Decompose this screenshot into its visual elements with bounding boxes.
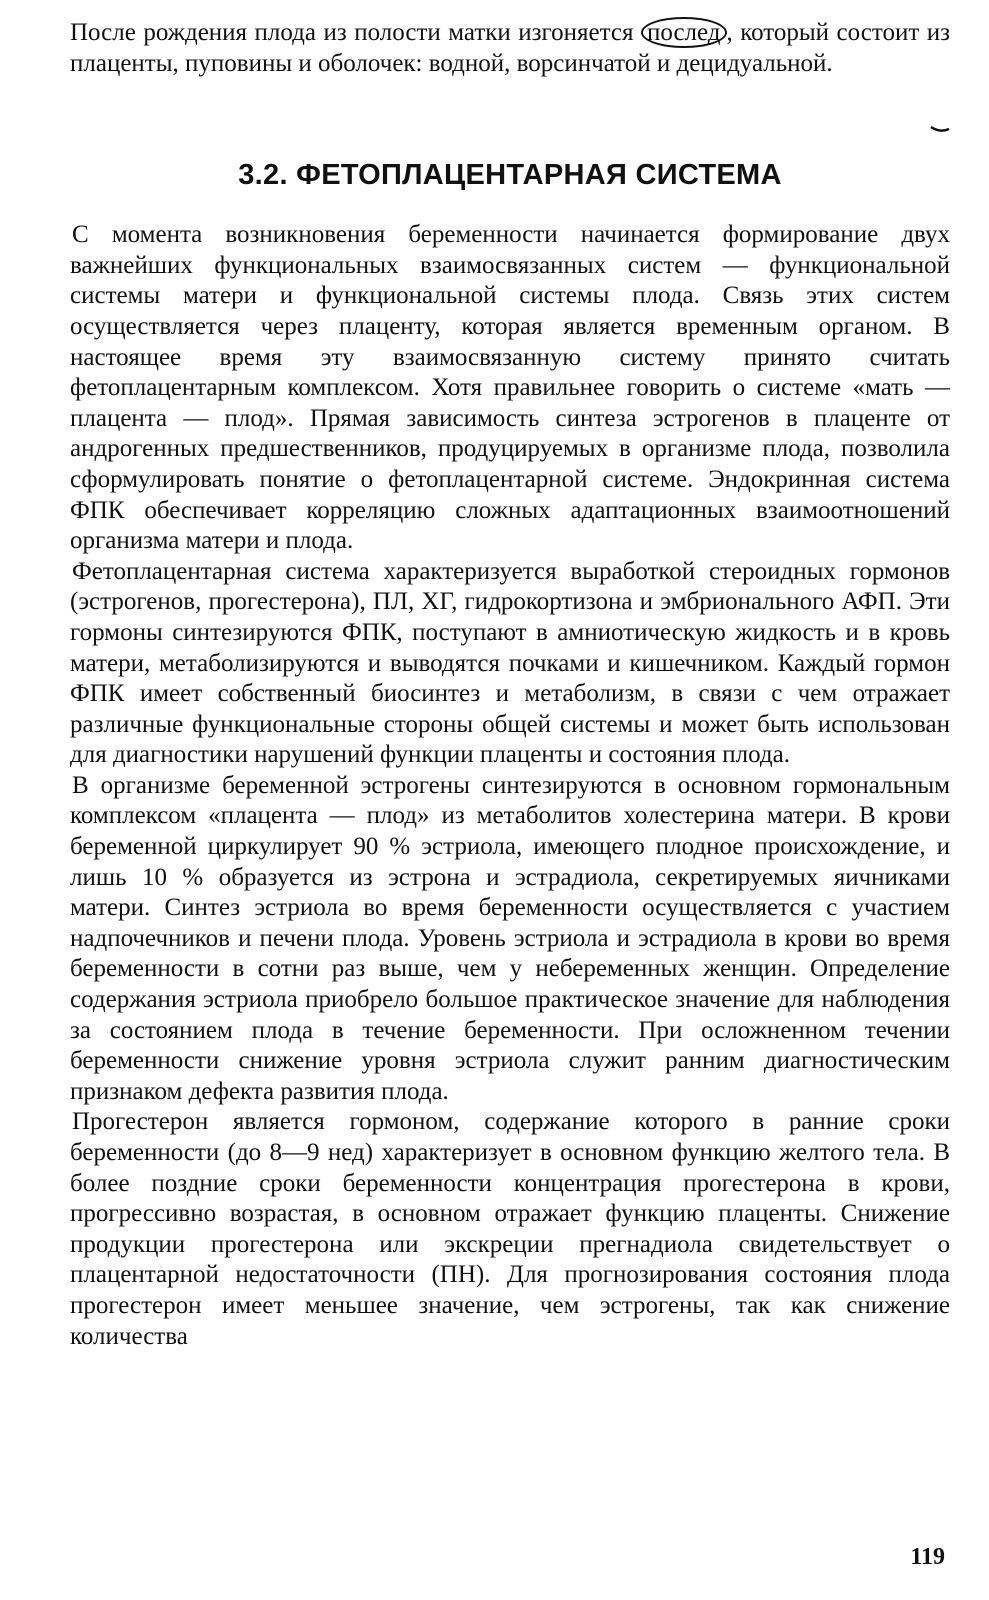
- paragraph-4: Прогестерон является гормоном, содержание которого в ранние сроки беременности (до 8—9 нед) характеризует в основном функцию желтого тела. В более поздние сроки беременности концентрация прогестерона в крови, прогрессивно возрастая, в основном отражает функцию плаценты. Снижение продукции прогестерона или экскреции прегнадиола свидетельствует о плацентарной недостаточности (ПН). Для прогнозирования состояния плода прогестерон имеет меньшее значение, чем эстрогены, так как снижение количества: [70, 1108, 950, 1350]
- page-number: 119: [910, 1544, 945, 1570]
- handwritten-mark-icon: [930, 124, 950, 134]
- paragraph-3: В организме беременной эстрогены синтезируются в основном гормональным комплексом «плацента — плод» из метаболитов холестерина матери. В крови беременной циркулирует 90 % эстриола, имеющего плодное происхождение, и лишь 10 % образуется из эстрона и эстрадиола, секретируемых яичниками матери. Синтез эстриола во время беременности осуществляется с участием надпочечников и печени плода. Уровень эстриола и эстрадиола в крови во время беременности в сотни раз выше, чем у небеременных женщин. Определение содержания эстриола приобрело большое практическое значение для наблюдения за состоянием плода в течение беременности. При осложненном течении беременности снижение уровня эстриола служит ранним диагностическим признаком дефекта развития плода.: [70, 771, 950, 1105]
- intro-after: , который состоит из плаценты, пуповины и оболочек: водной, ворсинчатой и децидуальной.: [70, 19, 950, 77]
- intro-paragraph: [70, 18, 950, 79]
- section-heading: 3.2. ФЕТОПЛАЦЕНТАРНАЯ СИСТЕМА: [238, 159, 782, 192]
- paragraph-2: Фетоплацентарная система характеризуется выработкой стероидных гормонов (эстрогенов, прогестерона), ПЛ, ХГ, гидрокортизона и эмбрионального АФП. Эти гормоны синтезируются ФПК, поступают в амниотическую жидкость и в кровь матери, метаболизируются и выводятся почками и кишечником. Каждый гормон ФПК имеет собственный биосинтез и метаболизм, в связи с чем отражает различные функциональные стороны общей системы и может быть использован для диагностики нарушений функции плаценты и состояния плода.: [70, 557, 950, 769]
- paragraph-1: С момента возникновения беременности начинается формирование двух важнейших функциональных взаимосвязанных систем — функциональной системы матери и функциональной системы плода. Связь этих систем осуществляется через плаценту, которая является временным органом. В настоящее время эту взаимосвязанную систему принято считать фетоплацентарным комплексом. Хотя правильнее говорить о системе «мать — плацента — плод». Прямая зависимость синтеза эстрогенов в плаценте от андрогенных предшественников, продуцируемых в организме плода, позволила сформулировать понятие о фетоплацентарной системе. Эндокринная система ФПК обеспечивает корреляцию сложных адаптационных взаимоотношений организма матери и плода.: [70, 221, 950, 555]
- intro-before: После рождения плода из полости матки изгоняется: [70, 19, 641, 46]
- circled-word: послед: [641, 17, 727, 48]
- page-body: [70, 18, 950, 1352]
